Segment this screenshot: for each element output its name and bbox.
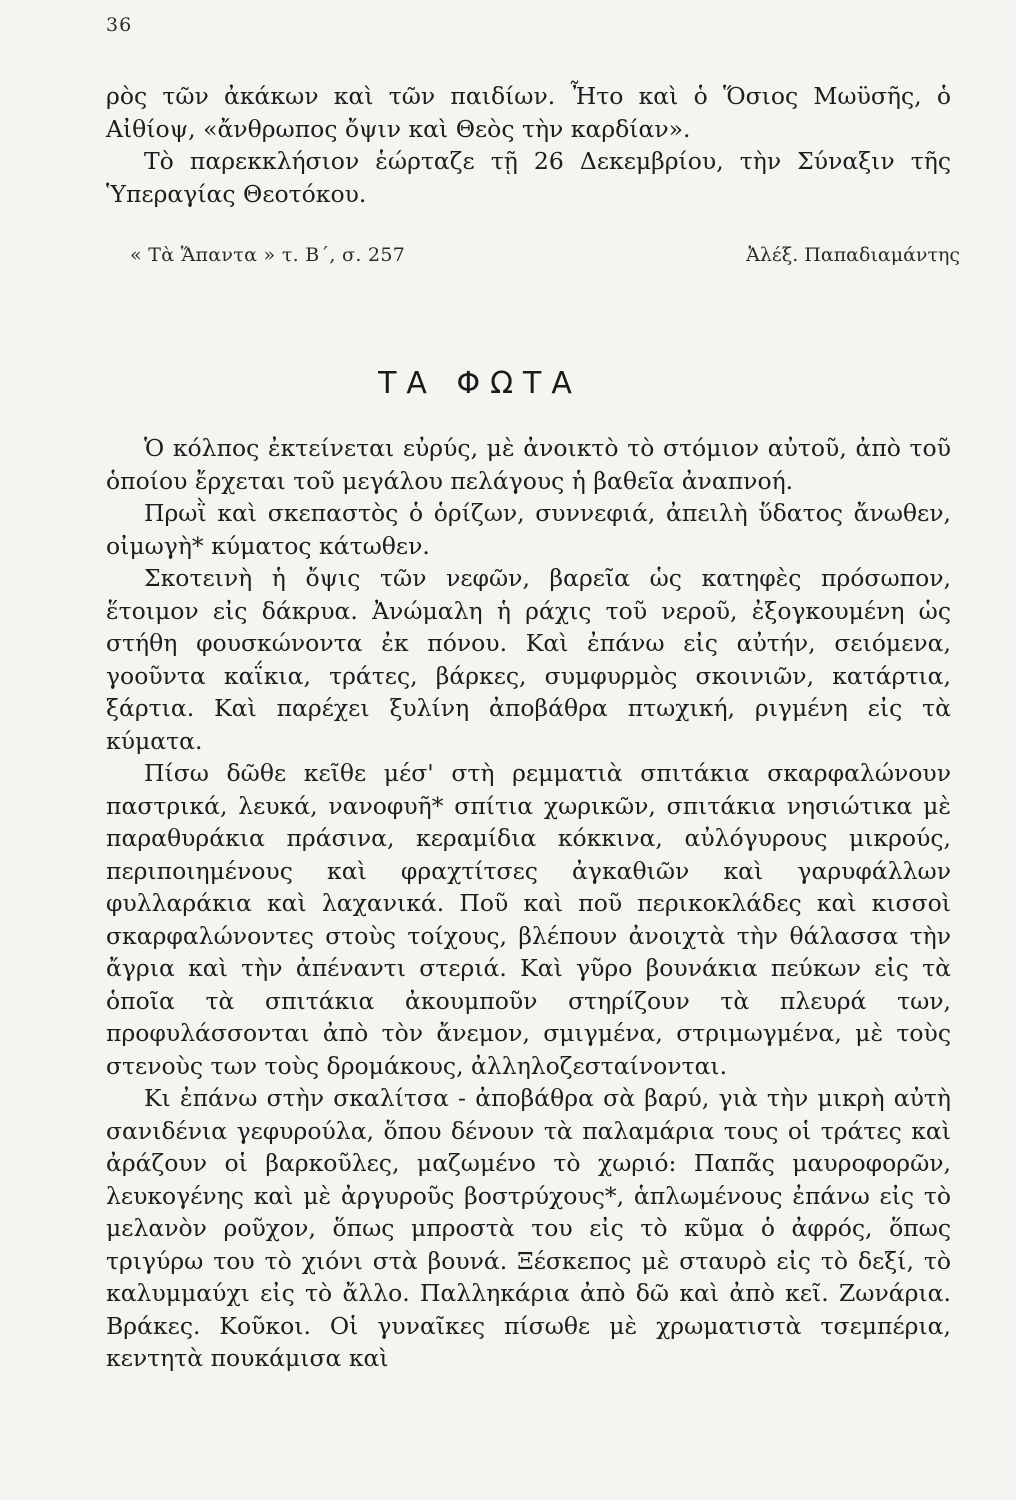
intro-paragraph: ρὸς τῶν ἀκάκων καὶ τῶν παιδίων. Ἦτο καὶ ὁ Ὅσιος Μωϋσῆς, ὁ Αἰθίοψ, «ἄνθρωπος ὄψιν καὶ Θεὸς τὴν καρδίαν». xyxy=(106,82,951,143)
body-paragraph: Πίσω δῶθε κεῖθε μέσ' στὴ ρεμματιὰ σπιτάκια σκαρφαλώνουν παστρικά, λευκά, νανοφυῆ* σπίτια χωρικῶν, σπιτάκια νησιώτικα μὲ παραθυράκια πράσινα, κεραμίδια κόκκινα, αὐλόγυρους μικρούς, περιποιημένους καὶ φραχτίτσες ἀγκαθιῶν καὶ γαρυφάλλων φυλλαράκια καὶ λαχανικά. Ποῦ καὶ ποῦ περικοκλάδες καὶ κισσοὶ σκαρφαλώνοντες στοὺς τοίχους, βλέπουν ἀνοιχτὰ τὴν θάλασσα τὴν ἄγρια καὶ τὴν ἀπέναντι στεριά. Καὶ γῦρο βουνάκια πεύκων εἰς τὰ ὁποῖα τὰ σπιτάκια ἀκουμποῦν στηρίζουν τὰ πλευρά των, προφυλάσσονται ἀπὸ τὸν ἄνεμον, σμιγμένα, στριμωγμένα, μὲ τοὺς στενοὺς των τοὺς δρομάκους, ἀλληλοζεσταίνονται. xyxy=(106,759,951,1080)
body-paragraph: Κι ἐπάνω στὴν σκαλίτσα - ἀποβάθρα σὰ βαρύ, γιὰ τὴν μικρὴ αὐτὴ σανιδένια γεφυρούλα, ὅπου δένουν τὰ παλαμάρια τους οἱ τράτες καὶ ἀράζουν οἱ βαρκοῦλες, μαζωμένο τὸ χωριό: Παπᾶς μαυροφορῶν, λευκογένης καὶ μὲ ἀργυροῦς βοστρύχους*, ἁπλωμένους ἐπάνω εἰς τὸ μελανὸν ροῦχον, ὅπως μπροστὰ του εἰς τὸ κῦμα ὁ ἀφρός, ὅπως τριγύρω του τὸ χιόνι στὰ βουνά. Ξέσκεπος μὲ σταυρὸ εἰς τὸ δεξί, τὸ καλυμμαύχι εἰς τὸ ἄλλο. Παλληκάρια ἀπὸ δῶ καὶ ἀπὸ κεῖ. Ζωνάρια. Βράκες. Κοῦκοι. Οἱ γυναῖκες πίσωθε μὲ χρωματιστὰ τσεμπέρια, κεντητὰ πουκάμισα καὶ xyxy=(106,1084,951,1372)
attribution-author: Ἀλέξ. Παπαδιαμάντης xyxy=(746,244,960,266)
body-paragraph: Σκοτεινὴ ἡ ὄψις τῶν νεφῶν, βαρεῖα ὡς κατηφὲς πρόσωπον, ἕτοιμον εἰς δάκρυα. Ἀνώμαλη ἡ ράχις τοῦ νεροῦ, ἐξογκουμένη ὡς στήθη φουσκώνοντα ἐκ πόνου. Καὶ ἐπάνω εἰς αὐτήν, σειόμενα, γοοῦντα καΐκια, τράτες, βάρκες, συμφυρμὸς σκοινιῶν, κατάρτια, ξάρτια. Καὶ παρέχει ξυλίνη ἀποβάθρα πτωχική, ριγμένη εἰς τὰ κύματα. xyxy=(106,564,951,755)
section-body xyxy=(106,432,951,1375)
page-number: 36 xyxy=(106,14,133,36)
section-title: ΤΑ ΦΩΤΑ xyxy=(378,366,582,401)
intro-paragraph: Τὸ παρεκκλήσιον ἑώρταζε τῇ 26 Δεκεμβρίου, τὴν Σύναξιν τῆς Ὑπεραγίας Θεοτόκου. xyxy=(106,147,951,208)
attribution-work: « Τὰ Ἅπαντα » τ. Β΄, σ. 257 xyxy=(130,244,406,266)
body-paragraph: Πρωῒ καὶ σκεπαστὸς ὁ ὁρίζων, συννεφιά, ἀπειλὴ ὕδατος ἄνωθεν, οἰμωγὴ* κύματος κάτωθεν. xyxy=(106,499,951,560)
attribution xyxy=(130,244,960,266)
intro-text xyxy=(106,80,951,210)
body-paragraph: Ὁ κόλπος ἐκτείνεται εὐρύς, μὲ ἀνοικτὸ τὸ στόμιον αὐτοῦ, ἀπὸ τοῦ ὁποίου ἔρχεται τοῦ μεγάλου πελάγους ἡ βαθεῖα ἀναπνοή. xyxy=(106,434,951,495)
